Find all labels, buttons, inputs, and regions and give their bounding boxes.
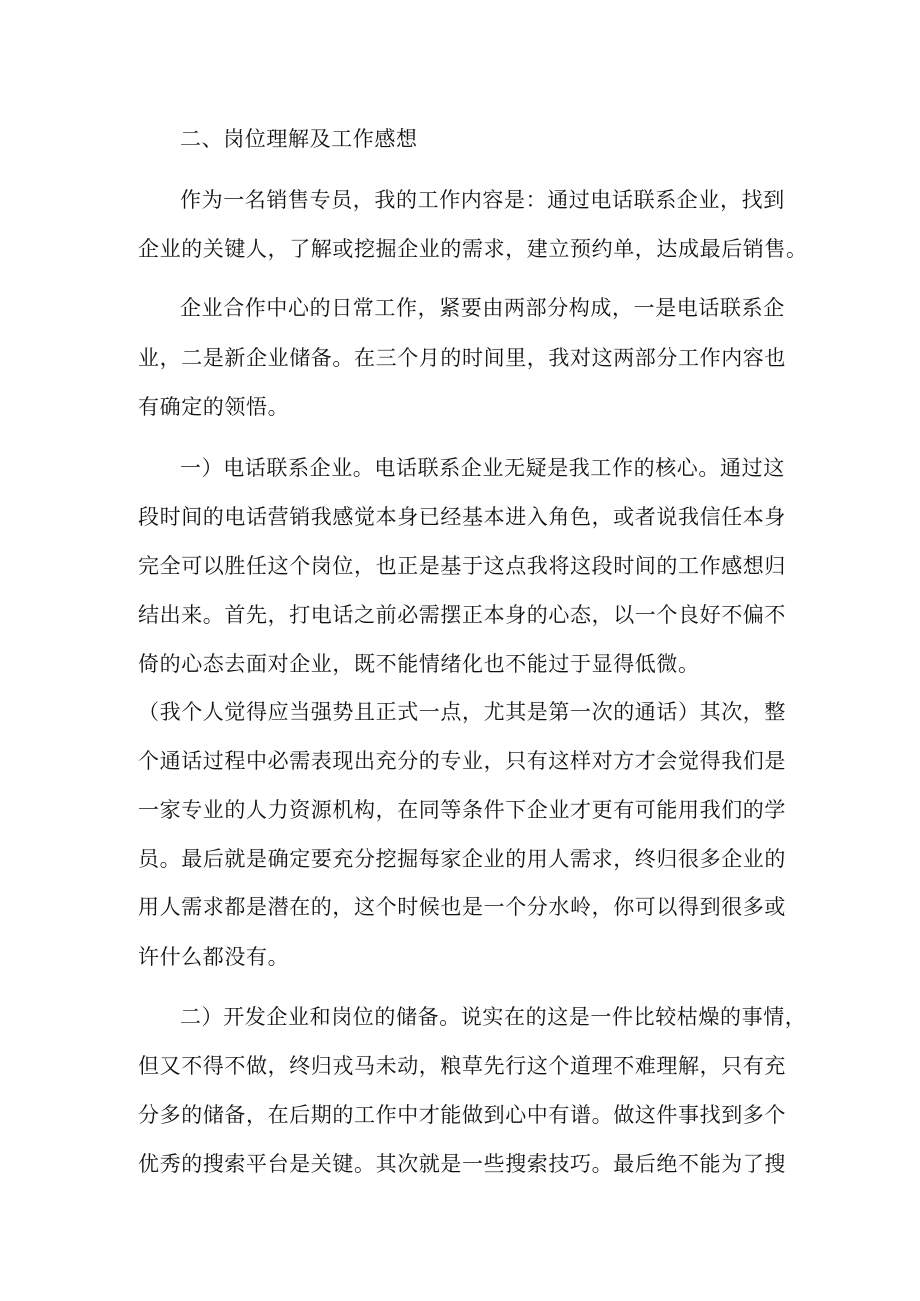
paragraph-line: 业，二是新企业储备。在三个月的时间里，我对这两部分工作内容也 bbox=[138, 346, 786, 370]
paragraph-line: 结出来。首先，打电话之前必需摆正本身的心态，以一个良好不偏不 bbox=[138, 603, 786, 627]
paragraph-line: 个通话过程中必需表现出充分的专业，只有这样对方才会觉得我们是 bbox=[138, 749, 786, 773]
paragraph-line: 企业的关键人，了解或挖掘企业的需求，建立预约单，达成最后销售。 bbox=[138, 237, 808, 261]
paragraph-line: 但又不得不做，终归戎马未动，粮草先行这个道理不难理解，只有充 bbox=[138, 1054, 786, 1078]
paragraph-line: （我个人觉得应当强势且正式一点，尤其是第一次的通话）其次，整 bbox=[138, 700, 786, 724]
paragraph-line: 有确定的领悟。 bbox=[138, 395, 290, 419]
section-heading: 二、岗位理解及工作感想 bbox=[180, 127, 418, 151]
paragraph-line: 段时间的电话营销我感觉本身已经基本进入角色，或者说我信任本身 bbox=[138, 505, 786, 529]
paragraph-line: 完全可以胜任这个岗位，也正是基于这点我将这段时间的工作感想归 bbox=[138, 554, 786, 578]
paragraph-line: 作为一名销售专员，我的工作内容是：通过电话联系企业，找到 bbox=[180, 188, 785, 212]
paragraph-line: 一）电话联系企业。电话联系企业无疑是我工作的核心。通过这 bbox=[180, 456, 785, 480]
paragraph-line: 二）开发企业和岗位的储备。说实在的这是一件比较枯燥的事情， bbox=[180, 1005, 807, 1029]
paragraph-line: 用人需求都是潜在的，这个时候也是一个分水岭，你可以得到很多或 bbox=[138, 895, 786, 919]
paragraph-line: 倚的心态去面对企业，既不能情绪化也不能过于显得低微。 bbox=[138, 652, 700, 676]
paragraph-line: 许什么都没有。 bbox=[138, 945, 290, 969]
paragraph-line: 员。最后就是确定要充分挖掘每家企业的用人需求，终归很多企业的 bbox=[138, 847, 786, 871]
paragraph-line: 企业合作中心的日常工作，紧要由两部分构成，一是电话联系企 bbox=[180, 296, 785, 320]
paragraph-line: 优秀的搜索平台是关键。其次就是一些搜索技巧。最后绝不能为了搜 bbox=[138, 1152, 786, 1176]
paragraph-line: 一家专业的人力资源机构，在同等条件下企业才更有可能用我们的学 bbox=[138, 798, 786, 822]
paragraph-line: 分多的储备，在后期的工作中才能做到心中有谱。做这件事找到多个 bbox=[138, 1103, 786, 1127]
